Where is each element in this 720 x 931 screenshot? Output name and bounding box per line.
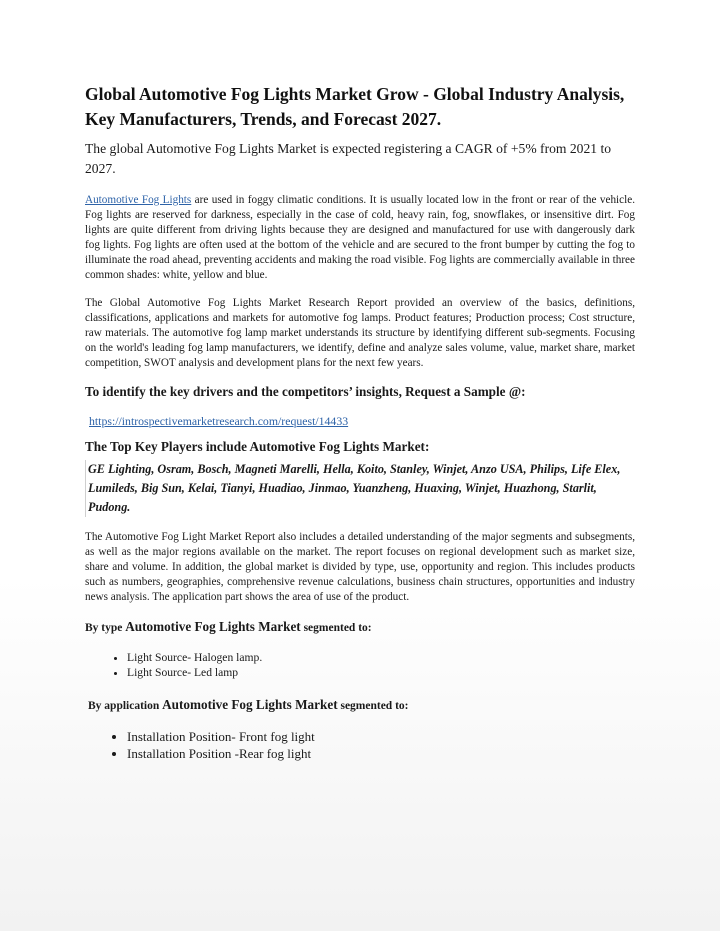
list-item: • Light Source- Led lamp: [127, 665, 635, 680]
page-title: Global Automotive Fog Lights Market Grow - Global Industry Analysis, Key Manufacturers, Trends, and Forecast 2027.: [85, 84, 625, 129]
list-item: • Light Source- Halogen lamp.: [127, 650, 635, 665]
by-type-suffix: segmented to:: [300, 621, 372, 634]
intro-paragraph: [85, 193, 635, 284]
subtitle: The global Automotive Fog Lights Market is expected registering a CAGR of +5% from 2021 to 2027.: [85, 141, 612, 176]
by-application-prefix: By application: [88, 699, 163, 712]
by-application-heading: [88, 696, 635, 715]
list-item: • Installation Position -Rear fog light: [127, 745, 635, 763]
fog-lights-link[interactable]: Automotive Fog Lights: [85, 194, 192, 206]
by-application-suffix: segmented to:: [337, 699, 409, 712]
report-paragraph: The Automotive Fog Light Market Report also includes a detailed understanding of the major segments and subsegments, as well as the major regions available on the market. The report focuses on regional development such as market size, share and volume. In addition, the global market is divided by type, use, opportunity and region. This includes products such as numbers, geographies, comprehensive revenue calculations, business chain structures, opportunities and industry news analysis. The application part shows the area of use of the product.: [85, 531, 635, 604]
list-item: • Installation Position- Front fog light: [127, 728, 635, 746]
by-type-prefix: By type: [85, 621, 126, 634]
sample-request-link[interactable]: https://introspectivemarketresearch.com/request/14433: [89, 414, 349, 429]
key-players-heading: The Top Key Players include Automotive Fog Lights Market:: [85, 439, 430, 455]
by-type-heading: [85, 618, 635, 637]
by-application-market: Automotive Fog Lights Market: [162, 696, 338, 712]
sample-url-line: [89, 413, 635, 429]
sample-heading: To identify the key drivers and the competitors’ insights, Request a Sample @:: [85, 384, 526, 400]
application-segment-list: [85, 728, 635, 763]
key-players-list: GE Lighting, Osram, Bosch, Magneti Marelli, Hella, Koito, Stanley, Winjet, Anzo USA, Philips, Life Elex, Lumileds, Big Sun, Kelai, Tianyi, Huadiao, Jinmao, Yuanzheng, Huaxing, Winjet, Huazhong, Starlit, Pudong.: [85, 460, 635, 517]
intro-text: are used in foggy climatic conditions. It is usually located low in the front or rear of the vehicle. Fog lights are reserved for darkness, especially in the case of cold, heavy rain, fog, snowflakes, or insensitive dirt. Fog lights are quite different from driving lights because they are designed and manufactured for use with dangerously dark fog lights. Fog lights are often used at the bottom of the vehicle and are secured to the front bumper by cutting the fog to illuminate the road ahead, preventing accidents and making the road visible. Fog lights are commercially available in three common shades: white, yellow and blue.: [85, 194, 635, 282]
by-type-market: Automotive Fog Lights Market: [125, 618, 301, 634]
overview-paragraph: The Global Automotive Fog Lights Market Research Report provided an overview of the basics, definitions, classifications, applications and markets for automotive fog lamps. Product features; Production process; Cost structure, raw materials. The automotive fog lamp market understands its structure by identifying different sub-segments. Focusing on the world's leading fog lamp manufacturers, we identify, define and analyze sales volume, value, market share, market competition, SWOT analysis and development plans for the next few years.: [85, 296, 635, 369]
type-segment-list: [85, 650, 635, 680]
